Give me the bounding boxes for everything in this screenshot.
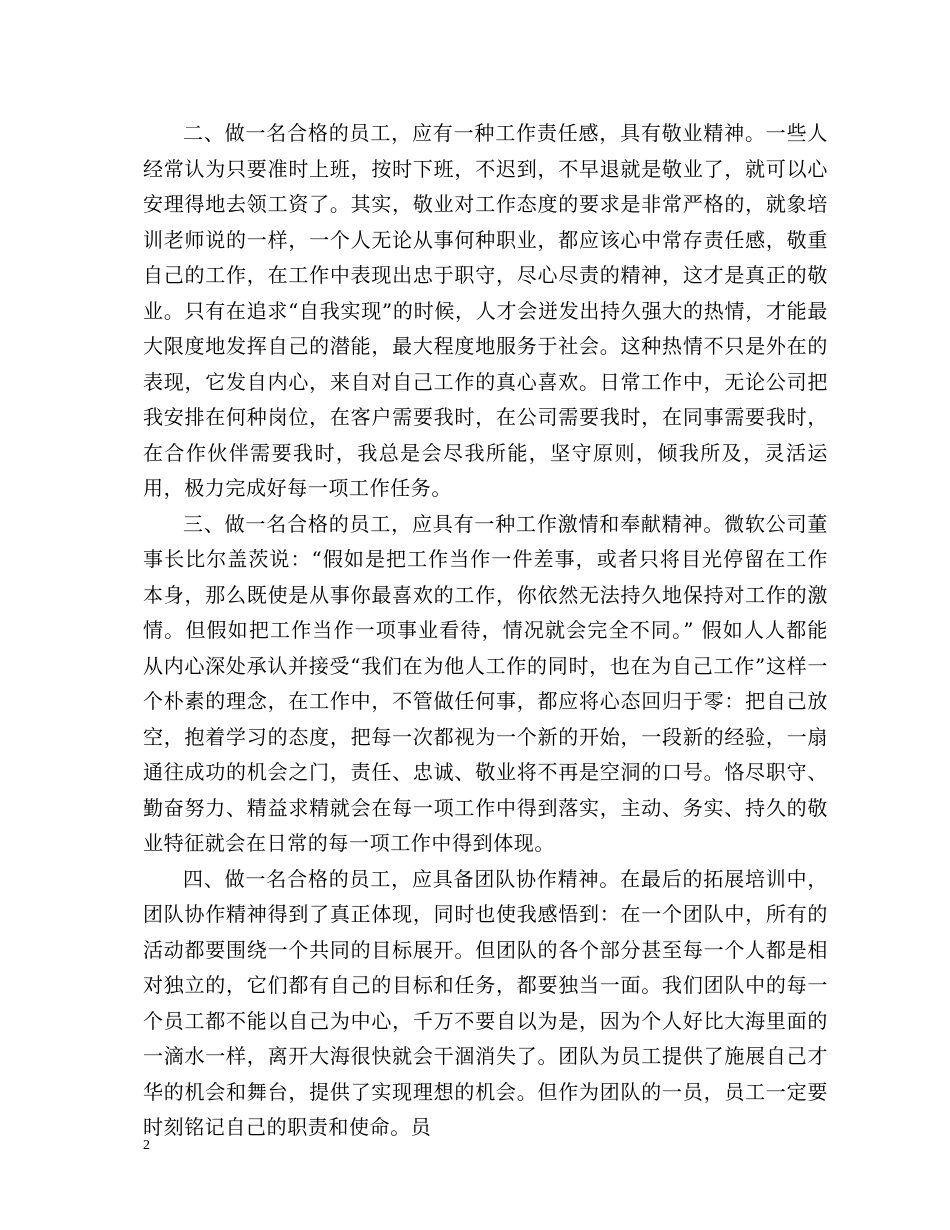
paragraph-teamwork: 四、做一名合格的员工，应具备团队协作精神。在最后的拓展培训中，团队协作精神得到了真正体现，同时也使我感悟到：在一个团队中，所有的活动都要围绕一个共同的目标展开。但团队的各个部分甚至每一个人都是相对独立的，它们都有自己的目标和任务，都要独当一面。我们团队中的每一个员工都不能以自己为中心，千万不要自以为是，因为个人好比大海里面的一滴水一样，离开大海很快就会干涸消失了。团队为员工提供了施展自己才华的机会和舞台，提供了实现理想的机会。但作为团队的一员，员工一定要时刻铭记自己的职责和使命。员 — [143, 866, 828, 1139]
page-number: 2 — [143, 1138, 150, 1153]
document-body — [143, 116, 828, 1146]
paragraph-passion: 三、做一名合格的员工，应具有一种工作激情和奉献精神。微软公司董事长比尔盖茨说：“假如是把工作当作一件差事，或者只将目光停留在工作本身，那么既使是从事你最喜欢的工作，你依然无法持久地保持对工作的激情。但假如把工作当作一项事业看待，情况就会完全不同。” 假如人人都能从内心深处承认并接受“我们在为他人工作的同时，也在为自己工作”这样一个朴素的理念，在工作中，不管做任何事，都应将心态回归于零：把自己放空，抱着学习的态度，把每一次都视为一个新的开始，一段新的经验，一扇通往成功的机会之门，责任、忠诚、敬业将不再是空洞的口号。恪尽职守、勤奋努力、精益求精就会在每一项工作中得到落实，主动、务实、持久的敬业特征就会在日常的每一项工作中得到体现。 — [143, 511, 828, 855]
paragraph-responsibility: 二、做一名合格的员工，应有一种工作责任感，具有敬业精神。一些人经常认为只要准时上班，按时下班，不迟到，不早退就是敬业了，就可以心安理得地去领工资了。其实，敬业对工作态度的要求是非常严格的，就象培训老师说的一样，一个人无论从事何种职业，都应该心中常存责任感，敬重自己的工作，在工作中表现出忠于职守，尽心尽责的精神，这才是真正的敬业。只有在追求“自我实现”的时候，人才会迸发出持久强大的热情，才能最大限度地发挥自己的潜能，最大程度地服务于社会。这种热情不只是外在的表现，它发自内心，来自对自己工作的真心喜欢。日常工作中，无论公司把我安排在何种岗位，在客户需要我时，在公司需要我时，在同事需要我时，在合作伙伴需要我时，我总是会尽我所能，坚守原则，倾我所及，灵活运用，极力完成好每一项工作任务。 — [143, 121, 828, 500]
